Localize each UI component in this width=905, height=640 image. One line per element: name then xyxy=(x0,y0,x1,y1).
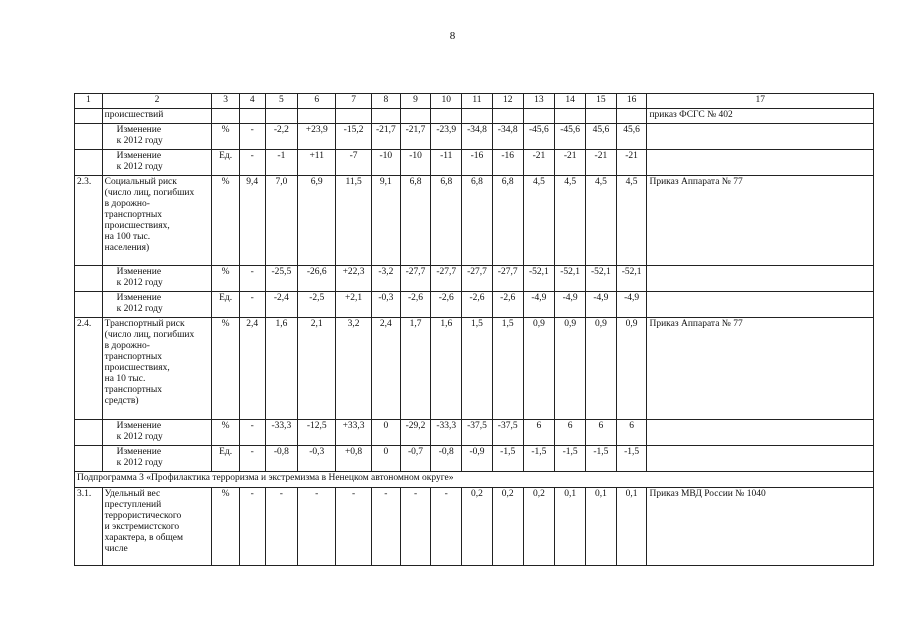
value-cell: -16 xyxy=(492,150,523,176)
subprogram-title: Подпрограмма 3 «Профилактика терроризма и экстремизма в Ненецком автономном округе» xyxy=(75,472,874,488)
value-cell xyxy=(336,109,372,124)
table-row xyxy=(75,176,874,266)
unit-cell: Ед. xyxy=(212,292,240,318)
value-cell: -21 xyxy=(586,150,617,176)
value-cell xyxy=(616,109,647,124)
value-cell: -52,1 xyxy=(616,266,647,292)
unit-cell: Ед. xyxy=(212,446,240,472)
row-number: 2.4. xyxy=(75,318,103,420)
value-cell: -10 xyxy=(400,150,431,176)
indicators-table xyxy=(74,93,874,566)
table-row xyxy=(75,266,874,292)
value-cell: -0,8 xyxy=(431,446,462,472)
value-cell: -27,7 xyxy=(462,266,493,292)
row-number xyxy=(75,446,103,472)
value-cell: 1,6 xyxy=(431,318,462,420)
value-cell: 2,4 xyxy=(372,318,401,420)
row-number xyxy=(75,420,103,446)
value-cell: 0 xyxy=(372,420,401,446)
table-row xyxy=(75,150,874,176)
value-cell: 0,1 xyxy=(586,488,617,566)
value-cell: -0,7 xyxy=(400,446,431,472)
value-cell: 6,8 xyxy=(462,176,493,266)
unit-cell: % xyxy=(212,266,240,292)
unit-cell: Ед. xyxy=(212,150,240,176)
row-number xyxy=(75,124,103,150)
value-cell: - xyxy=(239,150,265,176)
table-row xyxy=(75,292,874,318)
value-cell xyxy=(492,109,523,124)
unit-cell: % xyxy=(212,488,240,566)
value-cell: -21 xyxy=(523,150,555,176)
value-cell: -1,5 xyxy=(555,446,586,472)
column-header: 7 xyxy=(336,94,372,109)
value-cell: - xyxy=(298,488,336,566)
value-cell: - xyxy=(239,266,265,292)
column-header: 2 xyxy=(102,94,212,109)
value-cell: -27,7 xyxy=(400,266,431,292)
value-cell: -4,9 xyxy=(586,292,617,318)
column-header: 15 xyxy=(586,94,617,109)
value-cell: -21 xyxy=(616,150,647,176)
indicator-name: Транспортный риск (число лиц, погибших в дорожно- транспортных происшествиях, на 10 тыс. транспортных средств) xyxy=(102,318,212,420)
value-cell: -52,1 xyxy=(555,266,586,292)
value-cell xyxy=(265,109,298,124)
indicator-name: Изменение к 2012 году xyxy=(102,420,212,446)
value-cell: -4,9 xyxy=(616,292,647,318)
value-cell: -3,2 xyxy=(372,266,401,292)
value-cell: 1,6 xyxy=(265,318,298,420)
value-cell: -0,9 xyxy=(462,446,493,472)
value-cell: +11 xyxy=(298,150,336,176)
value-cell: -52,1 xyxy=(586,266,617,292)
value-cell: -21,7 xyxy=(400,124,431,150)
value-cell: -15,2 xyxy=(336,124,372,150)
indicator-name: Изменение к 2012 году xyxy=(102,292,212,318)
row-number: 2.3. xyxy=(75,176,103,266)
table-row xyxy=(75,420,874,446)
value-cell: 4,5 xyxy=(523,176,555,266)
column-header: 3 xyxy=(212,94,240,109)
value-cell: 45,6 xyxy=(616,124,647,150)
indicator-name: Изменение к 2012 году xyxy=(102,150,212,176)
indicator-name: Удельный вес преступлений террористического и экстремистского характера, в общем числе xyxy=(102,488,212,566)
table-row xyxy=(75,124,874,150)
value-cell: - xyxy=(431,488,462,566)
value-cell: -29,2 xyxy=(400,420,431,446)
value-cell: -7 xyxy=(336,150,372,176)
column-header: 17 xyxy=(647,94,874,109)
value-cell: 0,9 xyxy=(616,318,647,420)
value-cell: -10 xyxy=(372,150,401,176)
table-row xyxy=(75,318,874,420)
value-cell: 1,7 xyxy=(400,318,431,420)
value-cell: 6,9 xyxy=(298,176,336,266)
value-cell: 0,9 xyxy=(586,318,617,420)
indicator-name: Изменение к 2012 году xyxy=(102,124,212,150)
value-cell: -16 xyxy=(462,150,493,176)
value-cell: 11,5 xyxy=(336,176,372,266)
source-cell: Приказ Аппарата № 77 xyxy=(647,318,874,420)
value-cell: -12,5 xyxy=(298,420,336,446)
unit-cell: % xyxy=(212,124,240,150)
value-cell: -21,7 xyxy=(372,124,401,150)
value-cell: -26,6 xyxy=(298,266,336,292)
value-cell: 4,5 xyxy=(586,176,617,266)
value-cell: -0,3 xyxy=(298,446,336,472)
row-number xyxy=(75,292,103,318)
value-cell: -2,4 xyxy=(265,292,298,318)
value-cell: -2,6 xyxy=(462,292,493,318)
table-row xyxy=(75,488,874,566)
value-cell: -52,1 xyxy=(523,266,555,292)
value-cell: 7,0 xyxy=(265,176,298,266)
column-header: 9 xyxy=(400,94,431,109)
value-cell xyxy=(523,109,555,124)
value-cell: - xyxy=(336,488,372,566)
value-cell: 0,9 xyxy=(555,318,586,420)
value-cell: - xyxy=(239,488,265,566)
value-cell: -2,6 xyxy=(492,292,523,318)
value-cell: -27,7 xyxy=(492,266,523,292)
value-cell: -27,7 xyxy=(431,266,462,292)
source-cell xyxy=(647,292,874,318)
column-header: 5 xyxy=(265,94,298,109)
row-number xyxy=(75,266,103,292)
column-header: 14 xyxy=(555,94,586,109)
indicator-name: Изменение к 2012 году xyxy=(102,266,212,292)
value-cell xyxy=(431,109,462,124)
row-number: 3.1. xyxy=(75,488,103,566)
value-cell: -34,8 xyxy=(492,124,523,150)
value-cell: -1,5 xyxy=(616,446,647,472)
source-cell: Приказ МВД России № 1040 xyxy=(647,488,874,566)
table-row xyxy=(75,446,874,472)
value-cell: 6 xyxy=(523,420,555,446)
value-cell: 6,8 xyxy=(400,176,431,266)
value-cell: -34,8 xyxy=(462,124,493,150)
value-cell: -45,6 xyxy=(555,124,586,150)
value-cell: -1 xyxy=(265,150,298,176)
value-cell xyxy=(372,109,401,124)
indicator-name: Социальный риск (число лиц, погибших в дорожно- транспортных происшествиях, на 100 тыс. населения) xyxy=(102,176,212,266)
value-cell: -4,9 xyxy=(555,292,586,318)
value-cell: 1,5 xyxy=(492,318,523,420)
value-cell: -11 xyxy=(431,150,462,176)
value-cell: +33,3 xyxy=(336,420,372,446)
value-cell: 6,8 xyxy=(492,176,523,266)
value-cell: 2,4 xyxy=(239,318,265,420)
value-cell xyxy=(400,109,431,124)
source-cell xyxy=(647,266,874,292)
value-cell: 0,9 xyxy=(523,318,555,420)
value-cell: 4,5 xyxy=(616,176,647,266)
value-cell: 6 xyxy=(555,420,586,446)
source-cell xyxy=(647,124,874,150)
value-cell: 0,1 xyxy=(616,488,647,566)
column-header: 12 xyxy=(492,94,523,109)
value-cell: 6,8 xyxy=(431,176,462,266)
value-cell: 3,2 xyxy=(336,318,372,420)
subprogram-row xyxy=(75,472,874,488)
value-cell: -2,5 xyxy=(298,292,336,318)
column-header: 6 xyxy=(298,94,336,109)
value-cell: -1,5 xyxy=(523,446,555,472)
value-cell: -4,9 xyxy=(523,292,555,318)
value-cell: +22,3 xyxy=(336,266,372,292)
value-cell: 2,1 xyxy=(298,318,336,420)
value-cell: 1,5 xyxy=(462,318,493,420)
value-cell: -2,2 xyxy=(265,124,298,150)
value-cell: -37,5 xyxy=(492,420,523,446)
indicator-name: Изменение к 2012 году xyxy=(102,446,212,472)
value-cell: - xyxy=(239,124,265,150)
page-number: 8 xyxy=(449,30,456,42)
value-cell: - xyxy=(372,488,401,566)
value-cell: -1,5 xyxy=(586,446,617,472)
value-cell: -0,3 xyxy=(372,292,401,318)
source-cell: приказ ФСГС № 402 xyxy=(647,109,874,124)
value-cell: +0,8 xyxy=(336,446,372,472)
value-cell xyxy=(239,109,265,124)
value-cell: 6 xyxy=(616,420,647,446)
row-number xyxy=(75,150,103,176)
value-cell xyxy=(555,109,586,124)
column-header: 4 xyxy=(239,94,265,109)
column-header: 16 xyxy=(616,94,647,109)
column-header: 8 xyxy=(372,94,401,109)
value-cell: 9,4 xyxy=(239,176,265,266)
value-cell: 4,5 xyxy=(555,176,586,266)
value-cell: -33,3 xyxy=(431,420,462,446)
table-row xyxy=(75,109,874,124)
column-header: 11 xyxy=(462,94,493,109)
row-number xyxy=(75,109,103,124)
value-cell: -2,6 xyxy=(400,292,431,318)
unit-cell: % xyxy=(212,318,240,420)
source-cell: Приказ Аппарата № 77 xyxy=(647,176,874,266)
value-cell: -23,9 xyxy=(431,124,462,150)
source-cell xyxy=(647,420,874,446)
value-cell: -2,6 xyxy=(431,292,462,318)
value-cell: - xyxy=(400,488,431,566)
column-header: 1 xyxy=(75,94,103,109)
value-cell: - xyxy=(265,488,298,566)
value-cell: 0,1 xyxy=(555,488,586,566)
value-cell: -25,5 xyxy=(265,266,298,292)
value-cell: 0,2 xyxy=(462,488,493,566)
value-cell: -33,3 xyxy=(265,420,298,446)
unit-cell: % xyxy=(212,420,240,446)
value-cell: - xyxy=(239,420,265,446)
value-cell: +2,1 xyxy=(336,292,372,318)
value-cell: +23,9 xyxy=(298,124,336,150)
value-cell: 6 xyxy=(586,420,617,446)
value-cell: - xyxy=(239,292,265,318)
value-cell: -21 xyxy=(555,150,586,176)
value-cell: 0,2 xyxy=(492,488,523,566)
value-cell xyxy=(462,109,493,124)
value-cell: -37,5 xyxy=(462,420,493,446)
value-cell: 0,2 xyxy=(523,488,555,566)
header-row xyxy=(75,94,874,109)
column-header: 13 xyxy=(523,94,555,109)
indicator-name: происшествий xyxy=(102,109,212,124)
column-header: 10 xyxy=(431,94,462,109)
source-cell xyxy=(647,150,874,176)
value-cell: 9,1 xyxy=(372,176,401,266)
source-cell xyxy=(647,446,874,472)
value-cell: 45,6 xyxy=(586,124,617,150)
unit-cell: % xyxy=(212,176,240,266)
value-cell: 0 xyxy=(372,446,401,472)
value-cell: -45,6 xyxy=(523,124,555,150)
value-cell: -1,5 xyxy=(492,446,523,472)
value-cell xyxy=(298,109,336,124)
unit-cell xyxy=(212,109,240,124)
value-cell: - xyxy=(239,446,265,472)
value-cell xyxy=(586,109,617,124)
value-cell: -0,8 xyxy=(265,446,298,472)
